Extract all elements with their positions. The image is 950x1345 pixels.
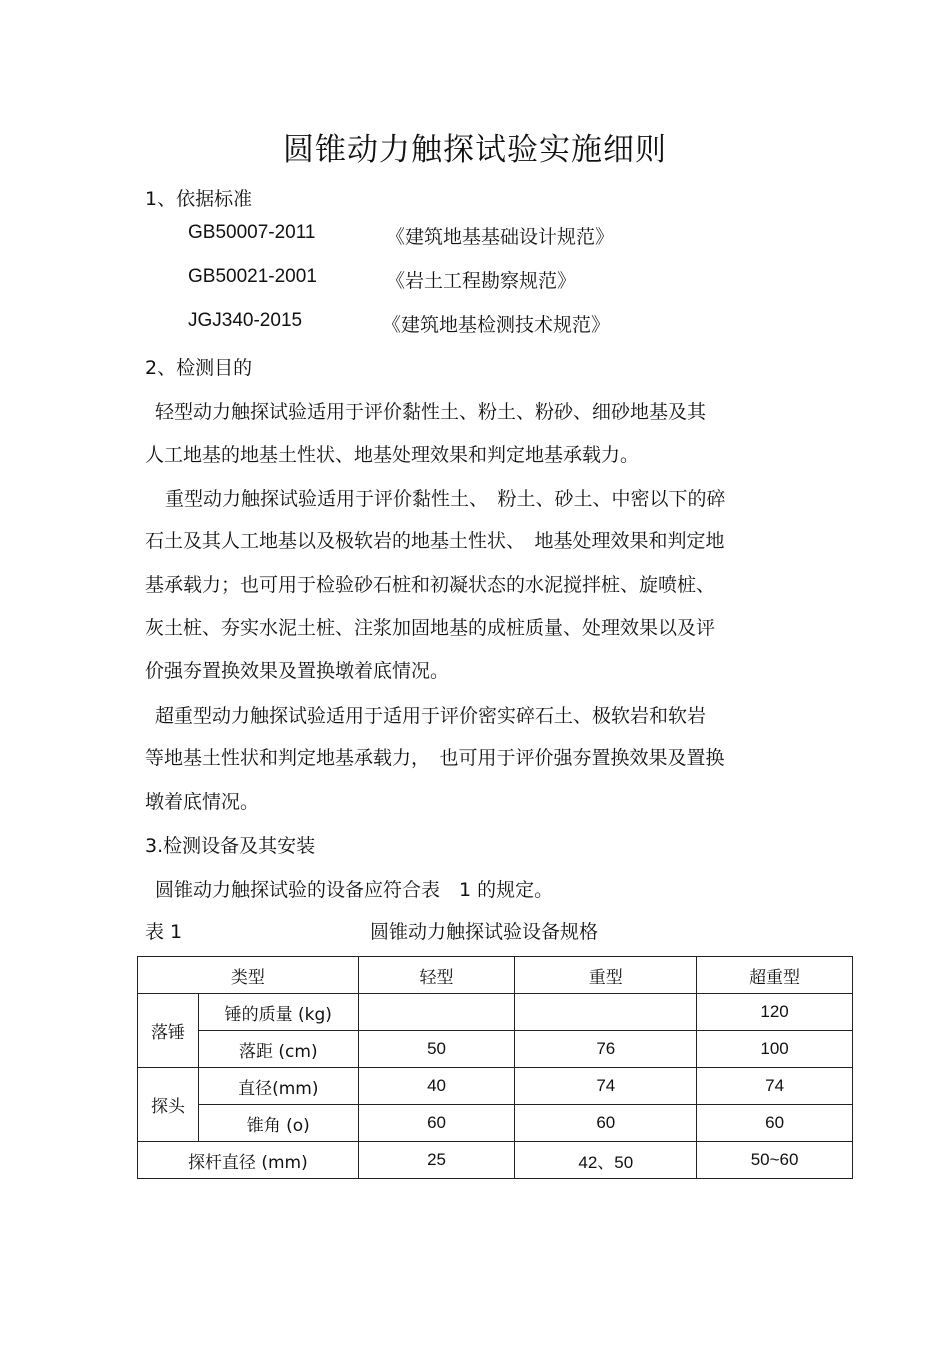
- group-cell-hammer: 落锤: [138, 994, 199, 1068]
- cell-superheavy: 120: [697, 994, 853, 1031]
- header-cell-light: 轻型: [358, 957, 515, 994]
- cell-light: 60: [358, 1105, 515, 1142]
- row-label: 直径(mm): [198, 1068, 358, 1105]
- table-label: 表 1: [145, 921, 183, 943]
- table-row: [138, 1105, 853, 1142]
- cell-heavy: 76: [515, 1031, 697, 1068]
- table-header-row: [138, 957, 853, 994]
- paragraph-line: 人工地基的地基土性状、地基处理效果和判定地基承载力。: [145, 444, 640, 466]
- cell-superheavy: 100: [697, 1031, 853, 1068]
- paragraph-line: 等地基土性状和判定地基承载力， 也可用于评价强夯置换效果及置换: [145, 747, 725, 769]
- cell-heavy: 60: [515, 1105, 697, 1142]
- cell-heavy: 42、50: [515, 1142, 697, 1179]
- cell-light: 50: [358, 1031, 515, 1068]
- standard-name: 《建筑地基基础设计规范》: [386, 226, 615, 248]
- table-caption: 圆锥动力触探试验设备规格: [370, 921, 599, 943]
- document-title: 圆锥动力触探试验实施细则: [283, 132, 667, 168]
- paragraph-line: 基承载力；也可用于检验砂石桩和初凝状态的水泥搅拌桩、旋喷桩、: [145, 574, 716, 596]
- section-3-heading: 3.检测设备及其安装: [145, 835, 316, 857]
- cell-light: [358, 994, 515, 1031]
- standard-code: JGJ340-2015: [188, 310, 303, 331]
- header-cell-type: 类型: [138, 957, 359, 994]
- section-1-heading: 1、依据标准: [145, 188, 253, 210]
- equipment-spec-table: [137, 956, 853, 1179]
- section-2-heading: 2、检测目的: [145, 357, 253, 379]
- paragraph-line: 重型动力触探试验适用于评价黏性土、 粉土、砂土、中密以下的碎: [165, 488, 726, 510]
- cell-heavy: [515, 994, 697, 1031]
- header-cell-heavy: 重型: [515, 957, 697, 994]
- paragraph-line: 灰土桩、夯实水泥土桩、注浆加固地基的成桩质量、处理效果以及评: [145, 617, 716, 639]
- standard-code: GB50007-2011: [188, 222, 316, 243]
- paragraph-line: 墩着底情况。: [145, 791, 260, 813]
- standard-name: 《建筑地基检测技术规范》: [382, 314, 611, 336]
- row-label: 锤的质量 (kg): [198, 994, 358, 1031]
- paragraph-line: 超重型动力触探试验适用于适用于评价密实碎石土、极软岩和软岩: [155, 705, 707, 727]
- paragraph-line: 轻型动力触探试验适用于评价黏性土、粉土、粉砂、细砂地基及其: [155, 401, 707, 423]
- table-row: [138, 1142, 853, 1179]
- paragraph-line: 价强夯置换效果及置换墩着底情况。: [145, 660, 450, 682]
- cell-light: 40: [358, 1068, 515, 1105]
- row-label: 落距 (cm): [198, 1031, 358, 1068]
- cell-superheavy: 60: [697, 1105, 853, 1142]
- group-cell-probe: 探头: [138, 1068, 199, 1142]
- table-row: [138, 1068, 853, 1105]
- paragraph-line: 石土及其人工地基以及极软岩的地基土性状、 地基处理效果和判定地: [145, 530, 725, 552]
- cell-light: 25: [358, 1142, 515, 1179]
- standard-name: 《岩土工程勘察规范》: [386, 270, 577, 292]
- standard-code: GB50021-2001: [188, 266, 317, 287]
- table-row: [138, 994, 853, 1031]
- header-cell-superheavy: 超重型: [697, 957, 853, 994]
- table-intro: 圆锥动力触探试验的设备应符合表 1 的规定。: [155, 879, 554, 901]
- row-label: 锥角 (o): [198, 1105, 358, 1142]
- cell-heavy: 74: [515, 1068, 697, 1105]
- row-label: 探杆直径 (mm): [138, 1142, 359, 1179]
- cell-superheavy: 50~60: [697, 1142, 853, 1179]
- cell-superheavy: 74: [697, 1068, 853, 1105]
- table-row: [138, 1031, 853, 1068]
